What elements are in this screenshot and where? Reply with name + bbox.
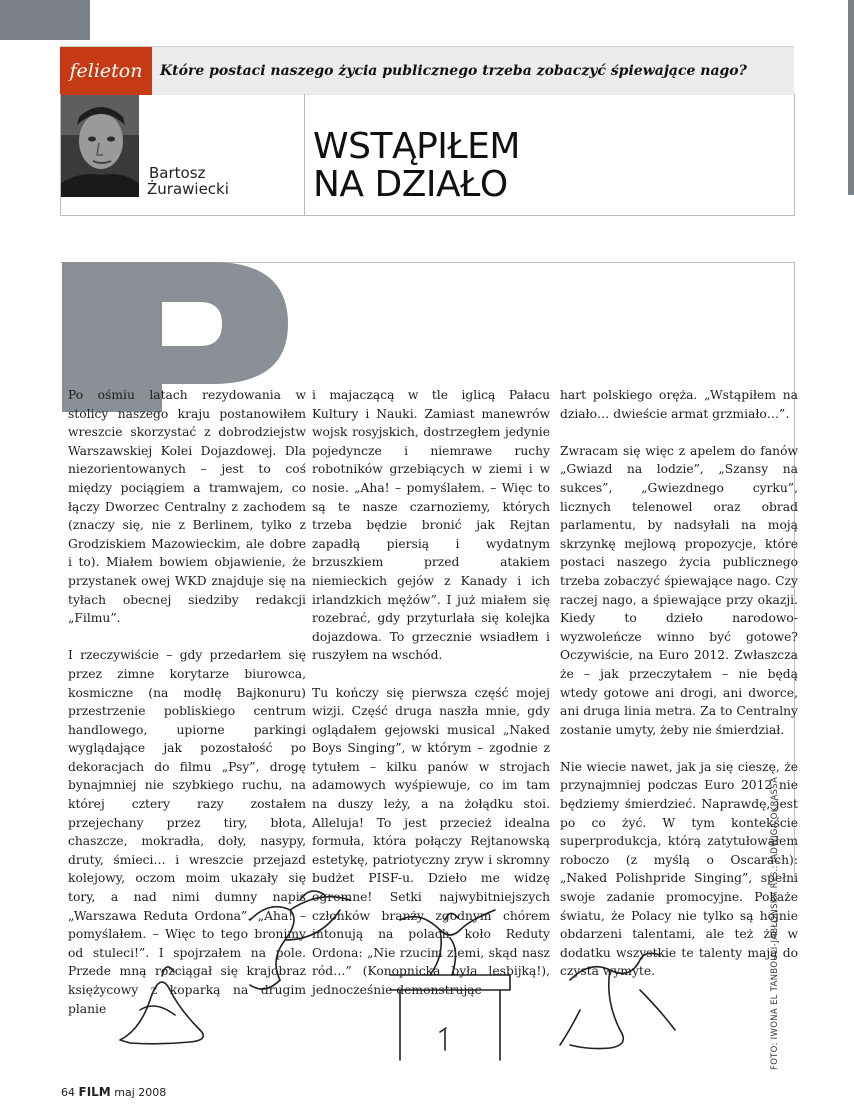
paragraph: Po ośmiu latach rezydowania w stolicy naszego kraju postanowiłem wreszcie skorzystać z dobrodziejstw Warszawskiej Kolei Dojazdowej. Dla niezorientowanych – jest to coś między pociągiem a tramwajem, co łączy Dworzec Centralny z zachodem (znaczy się, nie z Berlinem, tylko z Grodziskiem Mazowieckim, ale dobre i to). Miałem bowiem objawienie, że przystanek owej WKD znajduje się na tyłach obecnej siedziby redakcji „Filmu”. — [68, 388, 306, 626]
author-first-name: Bartosz — [149, 164, 206, 182]
header-tagline: Które postaci naszego życia publicznego trzeba zobaczyć śpiewające nago? — [160, 63, 747, 79]
page-footer — [61, 1085, 166, 1099]
header-bar — [60, 46, 794, 95]
frame-line — [794, 94, 795, 215]
corner-band — [0, 0, 90, 40]
paragraph: Nie wiecie nawet, jak ja się cieszę, że przynajmniej podczas Euro 2012 nie będziemy śmierdzieć. Naprawdę, jest po co żyć. W tym kontekście superprodukcja, którą zatytułowałem roboczo (z myślą o Oscarach): „Naked Polishpride Singing”, spełni swoje zadanie promocyjne. Pokaże światu, że Polacy nie tylko są hojnie obdarzeni talentami, ale też że w dodatku wszystkie te talenty mają do czysta wymyte. — [560, 759, 798, 979]
issue-date: maj 2008 — [114, 1086, 167, 1099]
section-tag: felieton — [60, 47, 152, 95]
paragraph: i majaczącą w tle iglicą Pałacu Kultury i Nauki. Zamiast manewrów wojsk rosyjskich, dostrzegłem jedynie pojedyncze i niemrawe ruchy robotników grzebiących w ziemi i w nosie. „Aha! – pomyślałem. – Więc to są te nasze czarnoziemy, których trzeba będzie bronić jak Rejtan zapadłą piersią i wydatnym brzuszkiem przed atakiem niemieckich gejów z Kanady i ich irlandzkich mężów”. I już miałem się rozebrać, gdy przyturlała się kolejka dojazdowa. To grzecznie wsiadłem i ruszyłem na wschód. — [312, 388, 550, 663]
paragraph: I rzeczywiście – gdy przedarłem się przez zimne korytarze biurowca, kosmiczne (na modłę Bajkonuru) przestrzenie pobliskiego centrum handlowego, upiorne parkingi wyglądające jak pozostałość po dekoracjach do filmu „Psy”, drogę bynajmniej nie szybkiego ruchu, na której cztery razy zostałem przejechany przez tiry, błota, chaszcze, mokradła, doły, nasypy, druty, śmieci… i wreszcie przejazd kolejowy, oczom moim ukazały się tory, a nad nimi dumny napis „Warszawa Reduta Ordona”. „Aha! – pomyślałem. – Więc to tego bronimy od stuleci!”. I spojrzałem na pole. Przede mną rozciągał się krajobraz księżycowy z koparką na drugim planie — [68, 648, 306, 1016]
paragraph: hart polskiego oręża. „Wstąpiłem na działo… dwieście armat grzmiało…”. — [560, 388, 798, 421]
article-title — [313, 128, 520, 204]
magazine-name: FILM — [78, 1085, 111, 1099]
illustration-sketch — [100, 880, 720, 1070]
photo-credit: FOTO: IWONA EL TANBOULI-JABŁOŃSKA RYS.: JADWIGA OKRASSA — [770, 776, 780, 1070]
frame-line — [60, 215, 795, 216]
paragraph: Zwracam się więc z apelem do fanów „Gwiazd na lodzie”, „Szansy na sukces”, „Gwiezdnego cyrku”, licznych telenowel oraz obrad parlamentu, by nadsyłali na moją skrzynkę mejlową propozycje, które postaci naszego życia publicznego trzeba zobaczyć śpiewające nago. Czy raczej nago, a śpiewające przy okazji. Kiedy to dzieło narodowo-wyzwoleńcze winno być gotowe? Oczywiście, na Euro 2012. Zwłaszcza że – jak przeczytałem – nie będą wtedy gotowe ani drogi, ani dworce, ani druga linia metra. Za to Centralny zostanie umyty, żeby nie śmierdział. — [560, 443, 798, 737]
author-last-name: Żurawiecki — [147, 180, 229, 198]
paragraph: Tu kończy się pierwsza część mojej wizji. Część druga naszła mnie, gdy oglądałem gejowski musical „Naked Boys Singing”, w którym – zgodnie z tytułem – kilku panów w strojach adamowych wyśpiewuje, co im tam na duszy leży, a na żołądku stoi. Alleluja! To jest przecież idealna formuła, która połączy Rejtanowską estetykę, patriotyczny zryw i skromny budżet PISF-u. Dzieło me widzę ogromne! Setki najwybitniejszych członków branży zgodnym chórem intonują na polach koło Reduty Ordona: „Nie rzucim ziemi, skąd nasz ród…” (Konopnicka była lesbijką!), jednocześnie demonstrując — [312, 685, 550, 997]
author-photo — [61, 95, 139, 197]
title-line: NA DZIAŁO — [313, 164, 508, 205]
side-band — [848, 0, 854, 195]
title-line: WSTĄPIŁEM — [313, 126, 520, 167]
frame-line — [304, 94, 305, 215]
page-number: 64 — [61, 1086, 75, 1099]
